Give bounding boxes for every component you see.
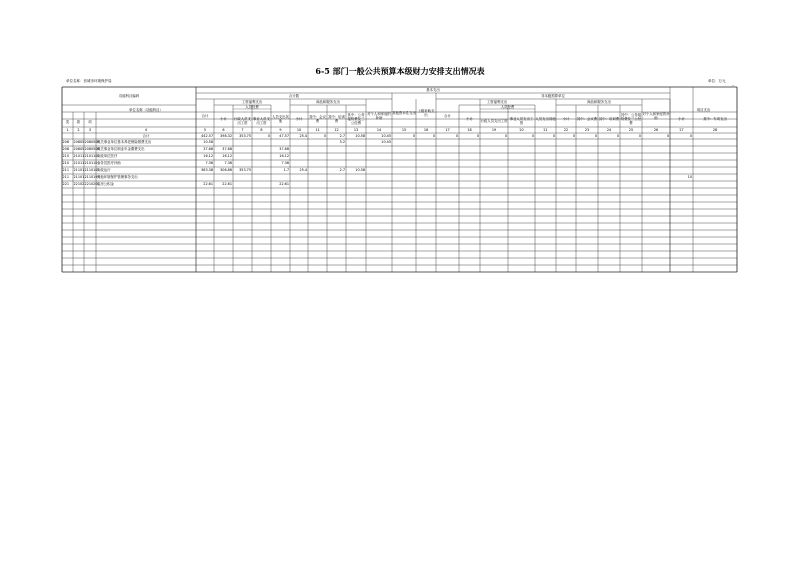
header-total-group: 合计数 (288, 93, 300, 98)
header-xiang: 项 (88, 120, 92, 125)
header-personnel-other-1: 人员支出其他 (272, 114, 289, 123)
row-value: 10.58 (203, 140, 213, 144)
total-row-value: 0 (616, 134, 619, 138)
row-kuan: 20805 (73, 147, 85, 151)
row-value: 22.61 (279, 182, 289, 186)
header-admin-staff-1: 行政人员支出工资 (234, 116, 251, 125)
row-value: 1.7 (283, 168, 289, 172)
index-cell: 22 (563, 128, 569, 132)
row-value: 25.4 (299, 168, 307, 172)
header-admin-staff-2: 行政人员支出工资 (480, 118, 508, 123)
header-total-2: 合计 (444, 113, 451, 118)
index-cell: 28 (712, 128, 718, 132)
header-personnel-2: 人员经费 (500, 105, 515, 109)
index-cell: 26 (653, 128, 659, 132)
index-cell: 5 (203, 128, 207, 132)
index-cell: 12 (334, 128, 339, 132)
row-value: 306.86 (220, 168, 232, 172)
header-inst-staff-2: 事业人员支出工资 (509, 116, 534, 125)
total-row-value: 0 (638, 134, 641, 138)
header-proj-subtotal: 小计 (678, 116, 685, 121)
index-cell: 21 (543, 128, 548, 132)
header-three-public-2: 其中：公务接待费及三公经费 (620, 112, 642, 126)
row-lei: 208 (62, 140, 69, 144)
header-goods-2: 商品和服务支出 (587, 99, 611, 104)
index-cell: 3 (88, 128, 92, 132)
total-row-value: 10.45 (381, 134, 391, 138)
total-row-value: 353.75 (239, 134, 251, 138)
index-cell: 18 (467, 128, 472, 132)
row-lei: 208 (62, 147, 69, 151)
row-value: 37.68 (279, 147, 289, 151)
row-value: 2.7 (339, 168, 345, 172)
row-lei: 211 (62, 168, 69, 172)
row-kuan: 21011 (73, 154, 85, 158)
total-row-value: 0 (432, 134, 435, 138)
row-xiang: 2210201 (84, 182, 100, 186)
total-row-value: 2.7 (339, 134, 345, 138)
index-cell: 27 (679, 128, 684, 132)
index-cell: 1 (66, 128, 69, 132)
header-subtotal-1: 小计 (220, 116, 227, 121)
header-three-public-1: 其中：公务接待费及三公经费 (347, 112, 365, 126)
row-name: 住房公积金 (97, 182, 114, 186)
header-proj-included: 其中：专项支出 (703, 116, 727, 121)
row-value: 37.68 (222, 147, 232, 151)
total-row-value: 442.57 (201, 134, 213, 138)
total-row-value: 0 (572, 134, 575, 138)
row-xiang: 2080505 (84, 140, 100, 144)
row-lei: 211 (62, 175, 69, 179)
row-value: 7.36 (205, 161, 213, 165)
total-row-value: 0 (412, 134, 415, 138)
row-name: 行政单位医疗 (97, 154, 118, 158)
row-value: 10.58 (355, 168, 365, 172)
row-kuan: 21011 (73, 161, 85, 165)
header-kuan: 款 (76, 120, 81, 125)
index-cell: 17 (445, 128, 450, 132)
row-kuan: 22102 (73, 182, 85, 186)
index-cell: 23 (584, 128, 590, 132)
total-row-value: 47.57 (279, 134, 289, 138)
total-row-value: 398.32 (220, 134, 232, 138)
total-row-value: 0 (323, 134, 326, 138)
row-value: 16.12 (279, 154, 289, 158)
row-value: 16.12 (222, 154, 232, 158)
header-higher-sub: 上级补助支出 (417, 108, 435, 117)
row-name: 其他环境保护管理事务支出 (97, 175, 138, 179)
money-unit-label: 单位：万元 (708, 79, 726, 83)
index-cell: 19 (491, 128, 497, 132)
row-xiang: 2110199 (84, 175, 100, 179)
header-other-cap: 其他资本性支出 (392, 110, 416, 115)
budget-table (62, 87, 737, 272)
header-inst-staff-1: 事业人员支出工资 (253, 116, 270, 125)
row-name: 机关事业单位基本养老保险缴费支出 (97, 140, 152, 144)
row-value: 10.45 (381, 140, 391, 144)
index-cell: 11 (315, 128, 320, 132)
total-row-value: 0 (531, 134, 534, 138)
total-row-value: 0 (552, 134, 555, 138)
index-cell: 10 (296, 128, 302, 132)
page-mark: -- (732, 83, 735, 87)
row-value: 22.61 (222, 182, 232, 186)
index-cell: 24 (606, 128, 612, 132)
header-wage-1: 工资福利支出 (241, 99, 263, 104)
unit-name-label: 单位名称：晋城市环境保护局 (66, 79, 112, 83)
header-meeting-1: 其中：会议费 (309, 114, 326, 123)
header-func-code: 功能科目编码 (118, 93, 140, 98)
index-cell: 6 (222, 128, 225, 132)
index-cell: 9 (279, 128, 282, 132)
row-xiang: 2101103 (84, 161, 100, 165)
page-title: 6-5 部门一般公共预算本级财力安排支出情况表 (315, 66, 485, 76)
row-value: 363.38 (201, 168, 213, 172)
total-row-value: 10.58 (355, 134, 365, 138)
row-xiang: 2080506 (84, 147, 100, 151)
row-value: 37.68 (203, 147, 213, 151)
row-value: 7.36 (281, 161, 289, 165)
row-kuan: 20805 (73, 140, 85, 144)
header-project: 项目支出 (696, 107, 711, 112)
index-cell: 14 (376, 128, 382, 132)
header-subtotal-goods-2: 小计 (562, 116, 570, 121)
header-subtotal-goods-1: 小计 (295, 116, 303, 121)
total-row-value: 0 (666, 134, 669, 138)
header-meeting-2: 其中：会议费 (576, 116, 598, 121)
header-subtotal-2: 小计 (466, 116, 473, 121)
row-value: 353.75 (239, 168, 251, 172)
header-wage-2: 工资福利支出 (486, 99, 508, 104)
total-row-value: 25.4 (299, 134, 307, 138)
header-goods-1: 商品和服务支出 (316, 99, 340, 104)
row-value: 22.61 (203, 182, 213, 186)
index-cell: 16 (423, 128, 429, 132)
row-kuan: 21101 (73, 175, 85, 179)
header-basic: 基本支出 (426, 87, 440, 92)
index-cell: 7 (241, 128, 244, 132)
row-xiang: 2110101 (84, 168, 100, 172)
header-personnel-other-2: 人员支出其他 (535, 116, 556, 121)
total-row-value: 0 (267, 134, 270, 138)
header-personal-1: 对个人和家庭的补助 (367, 111, 391, 120)
header-lei: 类 (65, 120, 70, 125)
total-row-value: 0 (504, 134, 507, 138)
header-total-1: 合计 (201, 113, 209, 118)
row-name: 公务员医疗补助 (97, 161, 121, 165)
index-cell: 20 (519, 128, 524, 132)
header-training-2: 其中：培训费 (598, 116, 620, 121)
total-row-value: 0 (476, 134, 479, 138)
index-cell: 25 (628, 128, 634, 132)
total-row-value: 0 (689, 134, 692, 138)
row-xiang: 2101101 (84, 154, 100, 158)
row-kuan: 21101 (73, 168, 85, 172)
total-row-value: 0 (594, 134, 597, 138)
row-value: 5.2 (339, 140, 345, 144)
header-personal-2: 对个人和家庭的补助 (642, 111, 670, 120)
total-row-label: 合计 (142, 134, 150, 138)
row-value: 16.12 (203, 154, 213, 158)
row-name: 行政运行 (97, 168, 111, 172)
header-unit-name: 单位名称（功能科目） (129, 107, 163, 112)
header-personnel-1: 人员经费 (245, 105, 259, 109)
row-lei: 210 (62, 161, 69, 165)
row-lei: 210 (62, 154, 69, 158)
index-cell: 4 (144, 128, 148, 132)
row-name: 机关事业单位职业年金缴费支出 (97, 147, 145, 151)
total-row-value: 0 (455, 134, 458, 138)
row-value: 7.36 (224, 161, 232, 165)
row-lei: 221 (62, 182, 69, 186)
header-outsource-group: 非本级预算单位 (541, 93, 565, 98)
row-value: 10 (687, 175, 692, 179)
index-cell: 13 (353, 128, 359, 132)
index-cell: 8 (260, 128, 263, 132)
index-cell: 2 (77, 128, 80, 132)
header-training-1: 其中：培训费 (328, 114, 345, 123)
index-cell: 15 (401, 128, 407, 132)
